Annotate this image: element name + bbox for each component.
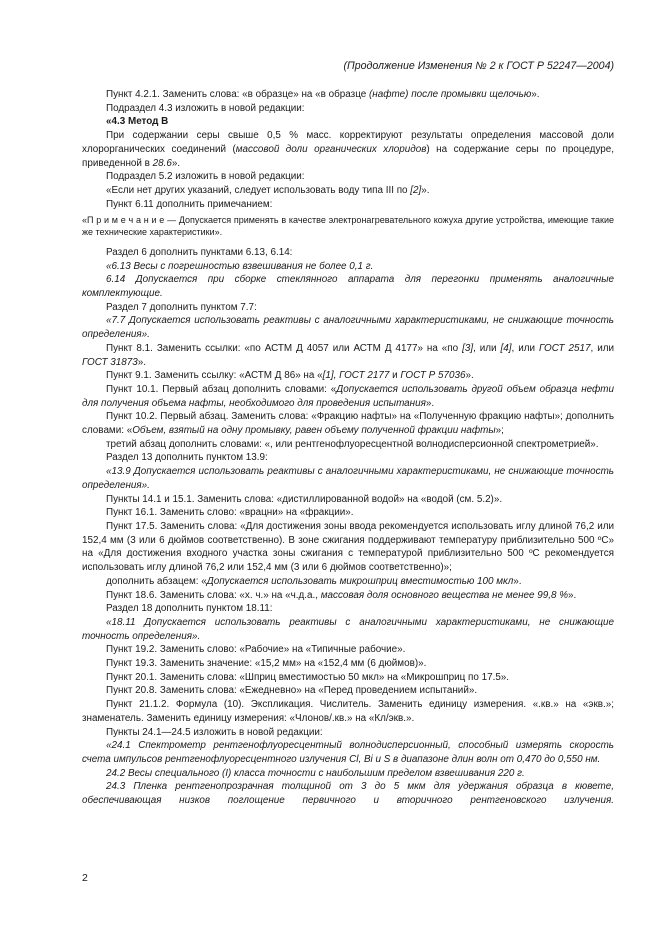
paragraph: 24.3 Пленка рентгенопрозрачная толщиной от 3 до 5 мкм для удержания образца в кювете, обеспечивающая низков поглощение первичного и вторичного рентгеновского излучения.	[82, 781, 614, 807]
paragraph: Раздел 6 дополнить пунктами 6.13, 6.14:	[106, 246, 293, 258]
text-run: При содержании серы свыше 0,5 % масс. корректируют результаты определения массовой доли хлорорганических соединений (	[82, 130, 614, 155]
italic-run: Допускается использовать другой объем образца нефти для получения объема нафты, необходимого для проведения испытания	[82, 383, 615, 409]
text-run: ».	[513, 575, 522, 587]
paragraph: «18.11 Допускается использовать реактивы с аналогичными характеристиками, не снижающие точность определения».	[82, 616, 614, 642]
text-run: ) на содержание серы по процедуре, приведенной в	[82, 143, 614, 169]
text-run: Пункт 18.6. Заменить слова: «х. ч.» на «ч.д.а.,	[106, 589, 321, 601]
paragraph	[82, 369, 614, 383]
paragraph: Пункт 17.5. Заменить слова: «Для достижения зоны ввода рекомендуется использовать иглу длиной 76,2 или 152,4 мм (3 или 6 дюймов соответственно). В зоне сжигания поддерживают температуру приблизительно 500 ºС» на «Для достижения входного участка зоны сжигания с температурой приблизительно 500 ºС рекомендуется использовать иглу длиной 76,2 или 152,4 мм (3 или 6 дюймов соответственно)»;	[82, 520, 614, 574]
text-run: »;	[495, 425, 504, 437]
text-run: Пункт 8.1. Заменить ссылки: «по АСТМ Д 4057 или АСТМ Д 4177» на «по	[106, 342, 463, 354]
paragraph: Подраздел 5.2 изложить в новой редакции:	[106, 171, 305, 183]
text-run: ».	[421, 184, 430, 196]
paragraph: «6.13 Весы с погрешностью взвешивания не более 0,1 г.	[106, 260, 374, 272]
paragraph	[82, 342, 614, 369]
paragraph: 24.2 Весы специального (I) класса точности с наибольшим пределом взвешивания 220 г.	[106, 767, 525, 779]
paragraph: Пункт 21.1.2. Формула (10). Экспликация. Числитель. Заменить единицу измерения. «.кв.» на «экв.»; знаменатель. Заменить единицу измерения: «Члонов/.кв.» на «Кл/экв.».	[82, 699, 614, 724]
italic-run: массовой доли органических хлоридов	[235, 143, 427, 155]
paragraph: Раздел 13 дополнить пунктом 13.9:	[106, 452, 268, 464]
paragraph	[82, 184, 614, 198]
paragraph	[82, 129, 614, 170]
text-run: Пункт 10.1. Первый абзац дополнить словами: «	[106, 383, 337, 395]
paragraph: Подраздел 4.3 изложить в новой редакции:	[106, 102, 305, 114]
paragraph: третий абзац дополнить словами: «, или рентгенофлуоресцентной волнодисперсионной спектрометрией».	[106, 438, 599, 450]
text-run: ».	[137, 356, 147, 368]
text-run: «Если нет других указаний, следует использовать воду типа III по	[106, 184, 411, 196]
paragraph	[82, 575, 614, 589]
paragraph: Пункт 16.1. Заменить слово: «врацни» на «фракции».	[106, 507, 354, 519]
text-run: ».	[531, 89, 540, 100]
paragraph: «7.7 Допускается использовать реактивы с аналогичными характеристиками, не снижающие точность определения».	[82, 315, 614, 341]
paragraph: Пункт 6.11 дополнить примечанием:	[106, 198, 273, 210]
paragraph: «24.1 Спектрометр рентгенофлуоресцентный волнодисперсионный, способный измерять скорость счета импульсов рентгенофлуоресцентного излучения Cl, Bi и S в диапазоне длин волн от 0,470 до 0,550 нм.	[82, 740, 614, 765]
italic-run: [2]	[410, 184, 422, 196]
italic-run: массовая доля основного вещества не менее 99,8 %	[320, 589, 568, 601]
italic-run: ГОСТ Р 57036	[400, 370, 466, 382]
text-run: Пункт 9.1. Заменить ссылку: «АСТМ Д 86» на «	[106, 370, 323, 382]
text-run: , или	[511, 342, 539, 354]
paragraph: Пункт 20.1. Заменить слова: «Шприц вместимостью 50 мкл» на «Микрошприц по 17.5».	[106, 671, 510, 683]
paragraph	[82, 410, 614, 437]
note-paragraph: «П р и м е ч а н и е — Допускается применять в качестве электронагревательного кожуха другие устройства, имеющие такие же технические характеристики».	[82, 215, 614, 238]
paragraph: Пункт 19.3. Заменить значение: «15,2 мм» на «152,4 мм (6 дюймов)».	[106, 658, 427, 670]
text-run: ».	[465, 370, 474, 382]
text-run: дополнить абзацем: «	[106, 575, 207, 587]
paragraph: Пункт 19.2. Заменить слово: «Рабочие» на «Типичные рабочие».	[106, 644, 406, 656]
paragraph: Пункты 24.1—24.5 изложить в новой редакции:	[106, 726, 323, 738]
document-body	[82, 88, 614, 808]
text-run: Пункт 4.2.1. Заменить слова: «в образце» на «в образце	[106, 89, 369, 100]
italic-run: 28.6	[152, 157, 172, 169]
paragraph: Раздел 7 дополнить пунктом 7.7:	[106, 301, 257, 313]
running-header: (Продолжение Изменения № 2 к ГОСТ Р 52247—2004)	[343, 60, 614, 72]
italic-run: Объем, взятый на одну промывку, равен объему полученной фракции нафты	[132, 425, 496, 437]
paragraph: Пункты 14.1 и 15.1. Заменить слова: «дистиллированной водой» на «водой (см. 5.2)».	[106, 493, 503, 505]
text-run: , или	[473, 342, 501, 354]
paragraph	[82, 383, 614, 410]
section-heading: «4.3 Метод В	[106, 116, 169, 128]
text-run: ».	[568, 589, 577, 601]
text-run: ».	[425, 397, 435, 409]
italic-run: ГОСТ 31873	[82, 356, 138, 368]
paragraph	[82, 88, 614, 102]
italic-run: [3]	[462, 342, 474, 354]
italic-run: ГОСТ 2517	[539, 342, 591, 354]
italic-run: [1], ГОСТ 2177	[322, 370, 390, 382]
text-run: и	[389, 370, 401, 382]
page-number: 2	[82, 872, 88, 884]
paragraph: Раздел 18 дополнить пунктом 18.11:	[106, 603, 273, 615]
paragraph: «13.9 Допускается использовать реактивы с аналогичными характеристиками, не снижающие точность определения».	[82, 466, 614, 491]
text-run: , или	[590, 342, 614, 354]
italic-run: (нафте) после промывки щелочью	[368, 89, 532, 100]
paragraph: Пункт 20.8. Заменить слова: «Ежедневно» на «Перед проведением испытаний».	[106, 685, 478, 697]
text-run: ».	[171, 157, 181, 169]
paragraph	[82, 589, 614, 603]
paragraph: 6.14 Допускается при сборке стеклянного аппарата для перегонки применять аналогичные комплектующие.	[82, 274, 614, 300]
italic-run: Допускается использовать микрошприц вместимостью 100 мкл	[206, 575, 514, 587]
italic-run: [4]	[500, 342, 512, 354]
text-run: Пункт 10.2. Первый абзац. Заменить слова: «Фракцию нафты» на «Полученную фракцию нафты»; дополнить словами: «	[82, 411, 614, 437]
